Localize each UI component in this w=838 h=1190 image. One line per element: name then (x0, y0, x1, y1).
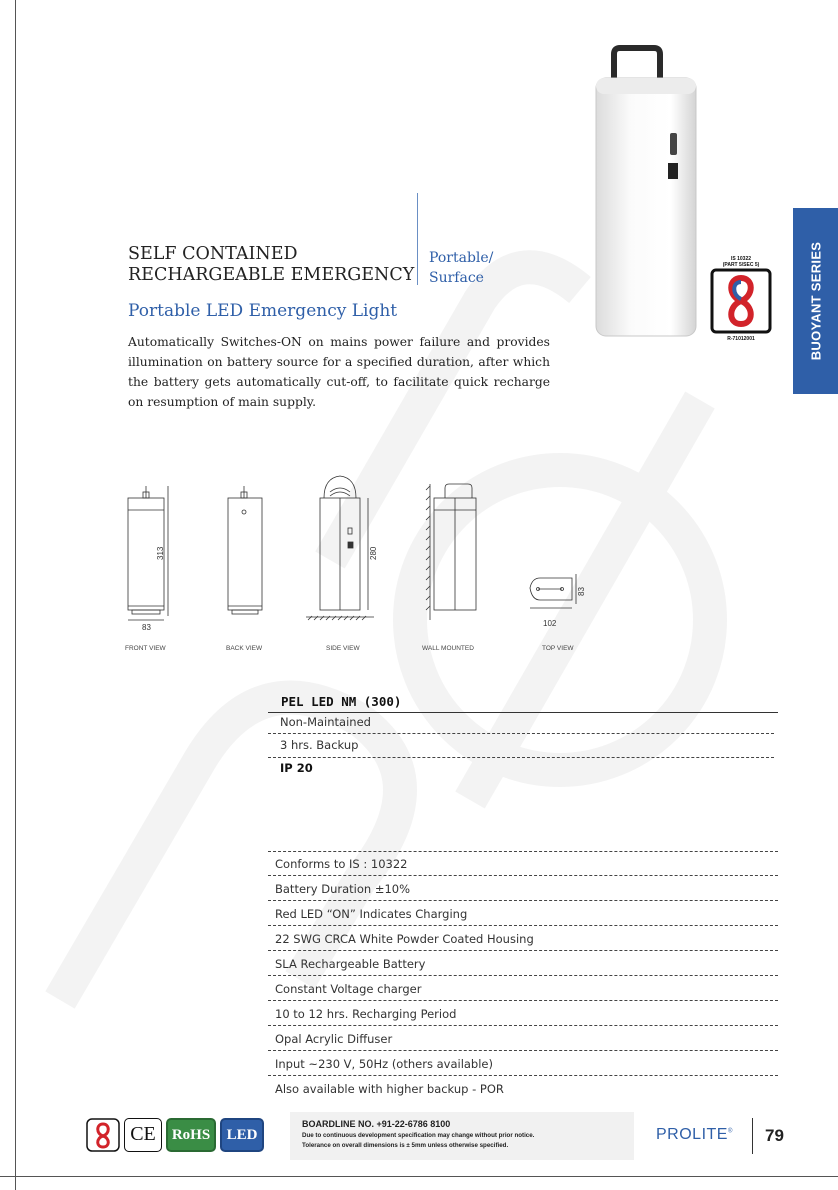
prolite-logo (656, 1126, 733, 1144)
rohs-badge: RoHS (166, 1118, 216, 1152)
mounting-line-2: Surface (429, 270, 484, 286)
series-side-tab (793, 208, 838, 394)
feature-divider (268, 950, 778, 951)
feature-item: Battery Duration ±10% (275, 882, 411, 896)
is-mark-part: (PART 5/SEC 5) (722, 262, 760, 268)
top-depth-dim: 83 (577, 587, 586, 596)
side-view-label: SIDE VIEW (326, 645, 360, 652)
mounting-line-1: Portable/ (429, 250, 494, 266)
is-mark-licence: R-71012001 (727, 336, 755, 342)
brand-name: PROLITE (656, 1126, 728, 1143)
feature-divider (268, 925, 778, 926)
is-mark-standard: IS 10322 (730, 256, 752, 262)
page-frame-bottom (0, 1176, 838, 1177)
mounting-type (429, 248, 493, 288)
feature-divider (268, 875, 778, 876)
feature-item: Opal Acrylic Diffuser (275, 1032, 393, 1046)
top-view-drawing (530, 574, 576, 608)
is-certification-mark (706, 256, 776, 344)
feature-divider (268, 1025, 778, 1026)
spec-divider (268, 733, 774, 734)
feature-divider (268, 851, 778, 852)
feature-divider (268, 1000, 778, 1001)
spec-type: Non-Maintained (280, 715, 371, 729)
front-view-label: FRONT VIEW (125, 645, 166, 652)
product-subtitle: Portable LED Emergency Light (128, 301, 398, 321)
tolerance-note: Tolerance on overall dimensions is ± 5mm unless otherwise specified. (302, 1142, 509, 1149)
feature-item: Constant Voltage charger (275, 982, 422, 996)
boardline-number: BOARDLINE NO. +91-22-6786 8100 (302, 1119, 451, 1129)
front-height-dim: 313 (156, 546, 165, 560)
heading-divider (417, 193, 418, 285)
front-width-dim: 83 (142, 623, 151, 632)
feature-item: Red LED “ON” Indicates Charging (275, 907, 468, 921)
spec-change-note: Due to continuous development specification may change without prior notice. (302, 1132, 535, 1139)
product-image (592, 40, 704, 340)
bis-logo-icon (710, 268, 772, 334)
heading-line-1: SELF CONTAINED (128, 244, 298, 264)
feature-item: SLA Rechargeable Battery (275, 957, 426, 971)
feature-item: Also available with higher backup - POR (275, 1082, 504, 1096)
spec-title-rule (268, 712, 778, 713)
registered-mark: ® (727, 1128, 733, 1135)
top-width-dim: 102 (543, 619, 557, 628)
wall-mounted-drawing (426, 484, 476, 620)
technical-drawings (110, 470, 610, 660)
spec-ip-rating: IP 20 (280, 761, 313, 775)
feature-divider (268, 1075, 778, 1076)
back-view-label: BACK VIEW (226, 645, 263, 652)
wall-mounted-label: WALL MOUNTED (422, 645, 474, 652)
feature-divider (268, 1050, 778, 1051)
spec-backup: 3 hrs. Backup (280, 738, 359, 752)
spec-divider (268, 757, 774, 758)
side-height-dim: 280 (369, 546, 378, 560)
page-number: 79 (765, 1126, 784, 1145)
feature-item: 22 SWG CRCA White Powder Coated Housing (275, 932, 534, 946)
footer-contact (302, 1119, 534, 1149)
product-description: Automatically Switches-ON on mains power failure and provides illumination on battery source for a specified duration, after which the battery gets automatically cut-off, to facilitate quick recharge on resumption of main supply. (128, 335, 550, 409)
feature-divider (268, 975, 778, 976)
feature-divider (268, 900, 778, 901)
feature-item: Input ~230 V, 50Hz (others available) (275, 1057, 493, 1071)
bis-badge-icon (86, 1118, 120, 1152)
series-label: BUOYANT SERIES (808, 241, 823, 361)
led-badge: LED (220, 1118, 264, 1152)
side-view-drawing (306, 476, 374, 620)
page-frame-left (0, 0, 16, 1190)
model-name: PEL LED NM (300) (281, 694, 402, 709)
feature-item: 10 to 12 hrs. Recharging Period (275, 1007, 457, 1021)
feature-item: Conforms to IS : 10322 (275, 857, 408, 871)
product-heading (128, 244, 414, 286)
brand-divider (752, 1118, 753, 1154)
heading-line-2: RECHARGEABLE EMERGENCY (128, 265, 415, 285)
ce-badge: CE (124, 1118, 162, 1152)
top-view-label: TOP VIEW (542, 645, 574, 652)
back-view-drawing (228, 486, 262, 614)
